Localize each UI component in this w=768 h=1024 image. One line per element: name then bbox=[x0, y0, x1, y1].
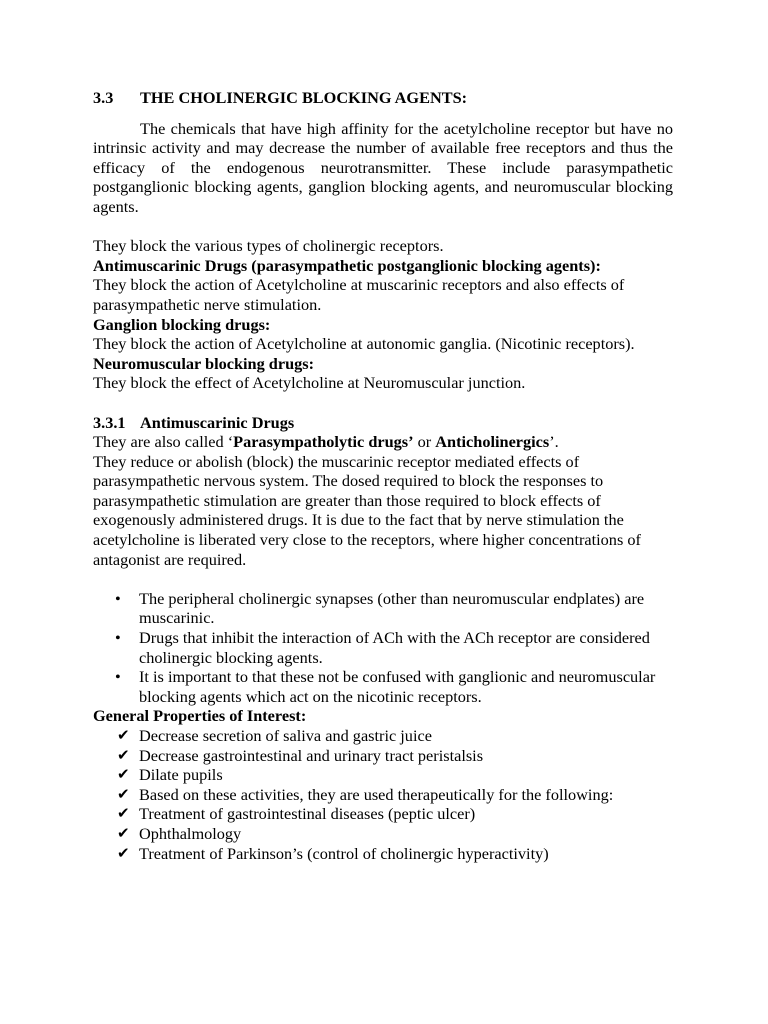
checkmark-icon: ✔ bbox=[117, 843, 130, 862]
list-item bbox=[93, 844, 673, 864]
property-text: Treatment of gastrointestinal diseases (peptic ulcer) bbox=[139, 804, 476, 824]
term-parasympatholytic: Parasympatholytic drugs’ bbox=[233, 432, 414, 452]
neuromuscular-text: They block the effect of Acetylcholine at Neuromuscular junction. bbox=[93, 373, 526, 393]
ganglion-text: They block the action of Acetylcholine at autonomic ganglia. (Nicotinic receptors). bbox=[93, 334, 635, 354]
block-line: They block the various types of cholinergic receptors. bbox=[93, 236, 444, 256]
bullet-text: The peripheral cholinergic synapses (other than neuromuscular endplates) are muscarinic. bbox=[139, 588, 645, 628]
bullet-icon: • bbox=[115, 628, 121, 648]
checkmark-icon: ✔ bbox=[117, 823, 130, 842]
subsection-number: 3.3.1 bbox=[93, 412, 126, 432]
properties-heading: General Properties of Interest: bbox=[93, 706, 307, 726]
ganglion-heading: Ganglion blocking drugs: bbox=[93, 314, 271, 334]
checkmark-icon: ✔ bbox=[117, 765, 130, 784]
term-anticholinergics: Anticholinergics bbox=[435, 432, 550, 452]
property-text: Decrease gastrointestinal and urinary tract peristalsis bbox=[139, 745, 484, 765]
property-text: Dilate pupils bbox=[139, 765, 223, 785]
list-item bbox=[93, 824, 673, 844]
checkmark-icon: ✔ bbox=[117, 745, 130, 764]
bullet-icon: • bbox=[115, 667, 121, 687]
document-content bbox=[93, 88, 673, 863]
also-called-prefix: They are also called ‘ bbox=[93, 432, 234, 452]
bullet-icon: • bbox=[115, 588, 121, 608]
property-text: Based on these activities, they are used therapeutically for the following: bbox=[139, 784, 614, 804]
bullet-text: Drugs that inhibit the interaction of ACh with the ACh receptor are considered cholinergic blocking agents. bbox=[139, 628, 650, 667]
subsection-body: They reduce or abolish (block) the muscarinic receptor mediated effects of parasympathetic nervous system. The dosed required to block the responses to parasympathetic stimulation are greater than those required to block effects of exogenously administered drugs. It is due to the fact that by nerve stimulation the acetylcholine is liberated very close to the receptors, where higher concentrations of antagonist are required. bbox=[93, 451, 641, 569]
spacer bbox=[93, 569, 673, 589]
also-called-line bbox=[93, 432, 673, 452]
list-item bbox=[93, 589, 673, 628]
antimuscarinic-text: They block the action of Acetylcholine at muscarinic receptors and also effects of parasympathetic nerve stimulation. bbox=[93, 275, 625, 314]
section-number: 3.3 bbox=[93, 88, 114, 107]
list-item bbox=[93, 667, 673, 706]
checkmark-icon: ✔ bbox=[117, 784, 130, 803]
also-called-mid: or bbox=[413, 432, 436, 452]
subsection-title: Antimuscarinic Drugs bbox=[140, 412, 295, 432]
checkmark-icon: ✔ bbox=[117, 804, 130, 823]
property-text: Ophthalmology bbox=[139, 823, 242, 843]
property-text: Decrease secretion of saliva and gastric juice bbox=[139, 726, 432, 745]
list-item bbox=[93, 785, 673, 805]
list-item bbox=[93, 628, 673, 667]
section-title: THE CHOLINERGIC BLOCKING AGENTS: bbox=[140, 88, 468, 107]
list-item bbox=[93, 726, 673, 746]
list-item bbox=[93, 765, 673, 785]
spacer bbox=[93, 217, 673, 237]
subsection-heading bbox=[93, 413, 673, 433]
bullet-text: It is important to that these not be confused with ganglionic and neuromuscular blocking agents which act on the nicotinic receptors. bbox=[139, 667, 656, 706]
properties-list bbox=[93, 726, 673, 863]
antimuscarinic-heading: Antimuscarinic Drugs (parasympathetic postganglionic blocking agents): bbox=[93, 255, 601, 275]
list-item bbox=[93, 804, 673, 824]
checkmark-icon: ✔ bbox=[117, 726, 130, 744]
section-heading bbox=[93, 88, 673, 108]
section-intro: The chemicals that have high affinity for the acetylcholine receptor but have no intrinsic activity and may decrease the number of available free receptors and thus the efficacy of the endogenous neurotransmitter. These include parasympathetic postganglionic blocking agents, ganglion blocking agents, and neuromuscular blocking agents. bbox=[93, 118, 673, 216]
neuromuscular-heading: Neuromuscular blocking drugs: bbox=[93, 353, 315, 373]
also-called-suffix: ’. bbox=[549, 432, 559, 452]
spacer bbox=[93, 393, 673, 413]
bullet-list bbox=[93, 589, 673, 707]
list-item bbox=[93, 746, 673, 766]
property-text: Treatment of Parkinson’s (control of cholinergic hyperactivity) bbox=[139, 843, 549, 863]
